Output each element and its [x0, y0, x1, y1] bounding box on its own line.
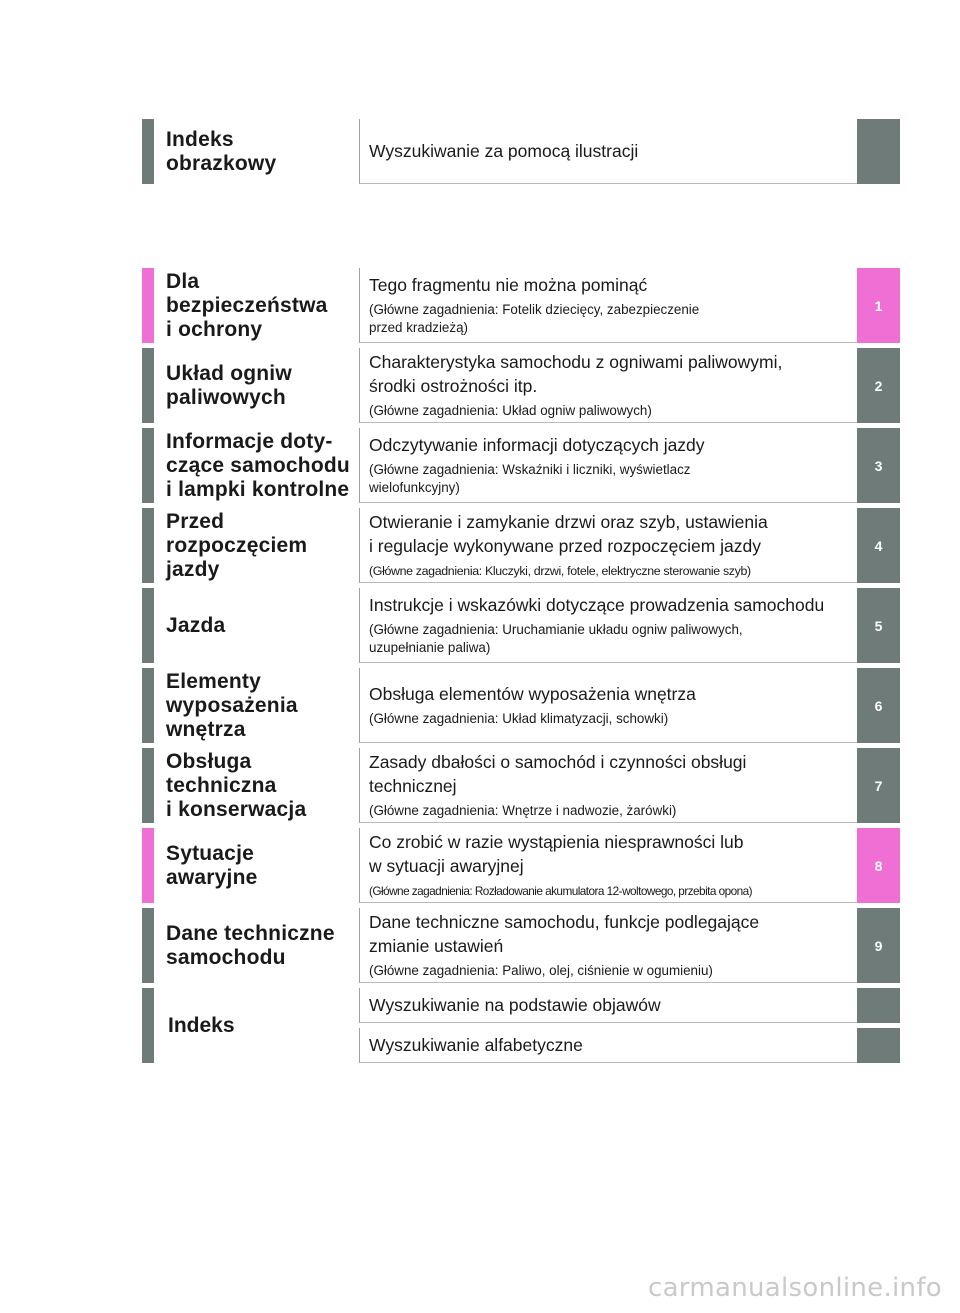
section-title-line: rozpoczęciem	[166, 533, 308, 557]
section-description	[369, 433, 857, 457]
index-entry-symptoms[interactable]	[359, 988, 900, 1023]
index-entry-label: Wyszukiwanie alfabetyczne	[359, 1028, 857, 1063]
section-row-3[interactable]	[142, 428, 900, 503]
section-title-line: samochodu	[166, 945, 286, 969]
section-box[interactable]	[359, 588, 857, 663]
section-tab-1[interactable]: 1	[857, 268, 900, 343]
index-bar	[142, 988, 154, 1063]
section-bar	[142, 268, 154, 343]
section-title-line: Obsługa	[166, 749, 252, 773]
section-title-line: awaryjne	[166, 865, 258, 889]
section-title	[166, 668, 356, 743]
section-bar	[142, 908, 154, 983]
section-title	[166, 268, 356, 343]
section-topics-line: (Główne zagadnienia: Układ ogniw paliwowych)	[369, 403, 652, 418]
picture-index-title-line: obrazkowy	[166, 151, 277, 175]
section-title-line: i konserwacja	[166, 797, 307, 821]
section-title	[166, 828, 356, 903]
section-title-line: bezpieczeństwa	[166, 293, 328, 317]
section-bar	[142, 828, 154, 903]
index-entry-tab[interactable]	[857, 1028, 900, 1063]
section-tab-9[interactable]: 9	[857, 908, 900, 983]
picture-index-desc: Wyszukiwanie za pomocą ilustracji	[369, 141, 639, 161]
index-entry-alphabetical[interactable]	[359, 1028, 900, 1063]
section-topics-line: (Główne zagadnienia: Fotelik dziecięcy, zabezpieczenie	[369, 302, 700, 317]
section-topics	[369, 882, 857, 900]
section-description-line: Tego fragmentu nie można pominąć	[369, 275, 648, 295]
section-row-6[interactable]	[142, 668, 900, 743]
section-box[interactable]	[359, 508, 857, 583]
section-description-line: Charakterystyka samochodu z ogniwami paliwowymi,	[369, 352, 783, 372]
section-bar	[142, 668, 154, 743]
section-title-line: Informacje doty-	[166, 429, 333, 453]
picture-index-box[interactable]	[359, 119, 857, 184]
section-tab-7[interactable]: 7	[857, 748, 900, 823]
section-description	[369, 350, 857, 398]
section-title-line: wnętrza	[166, 717, 246, 741]
section-description-line: i regulacje wykonywane przed rozpoczęciem jazdy	[369, 536, 761, 556]
section-title-line: Elementy	[166, 669, 261, 693]
section-row-5[interactable]	[142, 588, 900, 663]
section-topics	[369, 962, 857, 980]
index-row	[142, 988, 900, 1063]
section-topics-line: (Główne zagadnienia: Układ klimatyzacji, schowki)	[369, 711, 669, 726]
section-row-4[interactable]	[142, 508, 900, 583]
section-description	[369, 273, 857, 297]
section-row-2[interactable]	[142, 348, 900, 423]
section-tab-2[interactable]: 2	[857, 348, 900, 423]
section-topics-line: (Główne zagadnienia: Paliwo, olej, ciśnienie w ogumieniu)	[369, 963, 713, 978]
section-row-1[interactable]	[142, 268, 900, 343]
section-description	[369, 830, 857, 878]
section-box[interactable]	[359, 748, 857, 823]
section-title	[166, 348, 356, 423]
section-title-line: Dane techniczne	[166, 921, 335, 945]
section-topics	[369, 301, 857, 337]
section-bar	[142, 348, 154, 423]
section-tab-3[interactable]: 3	[857, 428, 900, 503]
section-topics-line: (Główne zagadnienia: Rozładowanie akumulatora 12-woltowego, przebita opona)	[369, 884, 753, 898]
section-title-line: Układ ogniw	[166, 361, 292, 385]
index-entry-tab[interactable]	[857, 988, 900, 1023]
section-tab-5[interactable]: 5	[857, 588, 900, 663]
section-title-line: Sytuacje	[166, 841, 254, 865]
watermark: carmanualsonline.info	[647, 1273, 942, 1303]
section-description	[369, 593, 857, 617]
section-box[interactable]	[359, 268, 857, 343]
section-title-line: wyposażenia	[166, 693, 298, 717]
picture-index-title	[166, 119, 356, 184]
picture-index-title-line: Indeks	[166, 127, 234, 151]
section-box[interactable]	[359, 668, 857, 743]
section-topics	[369, 621, 857, 657]
section-title-line: Jazda	[166, 613, 226, 637]
section-title-line: paliwowych	[166, 385, 286, 409]
section-description	[369, 682, 857, 706]
section-bar	[142, 428, 154, 503]
section-topics	[369, 802, 857, 820]
picture-index-tab[interactable]	[857, 119, 900, 184]
section-description	[369, 510, 857, 558]
section-topics	[369, 461, 857, 497]
section-title-line: i lampki kontrolne	[166, 477, 350, 501]
section-title-line: techniczna	[166, 773, 277, 797]
section-tab-4[interactable]: 4	[857, 508, 900, 583]
section-description-line: Instrukcje i wskazówki dotyczące prowadzenia samochodu	[369, 595, 825, 615]
section-title	[166, 748, 356, 823]
section-topics-line: (Główne zagadnienia: Wskaźniki i liczniki, wyświetlacz	[369, 462, 691, 477]
section-topics-line: (Główne zagadnienia: Uruchamianie układu ogniw paliwowych,	[369, 622, 743, 637]
section-title-line: czące samochodu	[166, 453, 350, 477]
section-topics-line: (Główne zagadnienia: Kluczyki, drzwi, fotele, elektryczne sterowanie szyb)	[369, 564, 751, 578]
section-description-line: Dane techniczne samochodu, funkcje podlegające	[369, 912, 760, 932]
section-title	[166, 908, 356, 983]
section-description-line: Obsługa elementów wyposażenia wnętrza	[369, 684, 696, 704]
section-title-line: i ochrony	[166, 317, 263, 341]
section-box[interactable]	[359, 828, 857, 903]
section-topics	[369, 402, 857, 420]
section-topics	[369, 562, 857, 580]
section-row-8[interactable]	[142, 828, 900, 903]
index-title: Indeks	[168, 1013, 235, 1037]
section-description-line: Zasady dbałości o samochód i czynności obsługi	[369, 752, 747, 772]
section-description	[369, 910, 857, 958]
section-description-line: Odczytywanie informacji dotyczących jazdy	[369, 435, 705, 455]
section-bar	[142, 588, 154, 663]
section-topics-line: (Główne zagadnienia: Wnętrze i nadwozie, żarówki)	[369, 803, 677, 818]
section-description	[369, 750, 857, 798]
section-bar	[142, 748, 154, 823]
section-title-line: Dla	[166, 269, 200, 293]
section-bar	[142, 508, 154, 583]
section-description-line: zmianie ustawień	[369, 936, 504, 956]
section-box[interactable]	[359, 908, 857, 983]
section-title-line: jazdy	[166, 557, 220, 581]
section-tab-8[interactable]: 8	[857, 828, 900, 903]
section-topics	[369, 710, 857, 728]
section-description-line: w sytuacji awaryjnej	[369, 856, 524, 876]
section-title	[166, 428, 356, 503]
index-entry-label: Wyszukiwanie na podstawie objawów	[359, 988, 857, 1023]
picture-index-row[interactable]	[142, 119, 900, 184]
section-tab-6[interactable]: 6	[857, 668, 900, 743]
section-title	[166, 508, 356, 583]
section-description-line: środki ostrożności itp.	[369, 376, 538, 396]
section-row-7[interactable]	[142, 748, 900, 823]
section-topics-line: wielofunkcyjny)	[369, 480, 460, 495]
section-row-9[interactable]	[142, 908, 900, 983]
section-description-line: Otwieranie i zamykanie drzwi oraz szyb, ustawienia	[369, 512, 768, 532]
section-title	[166, 588, 356, 663]
picture-index-bar	[142, 119, 154, 184]
section-title-line: Przed	[166, 509, 225, 533]
section-description-line: Co zrobić w razie wystąpienia niesprawności lub	[369, 832, 744, 852]
section-topics-line: uzupełnianie paliwa)	[369, 640, 491, 655]
section-box[interactable]	[359, 428, 857, 503]
section-topics-line: przed kradzieżą)	[369, 320, 468, 335]
section-box[interactable]	[359, 348, 857, 423]
section-description-line: technicznej	[369, 776, 457, 796]
